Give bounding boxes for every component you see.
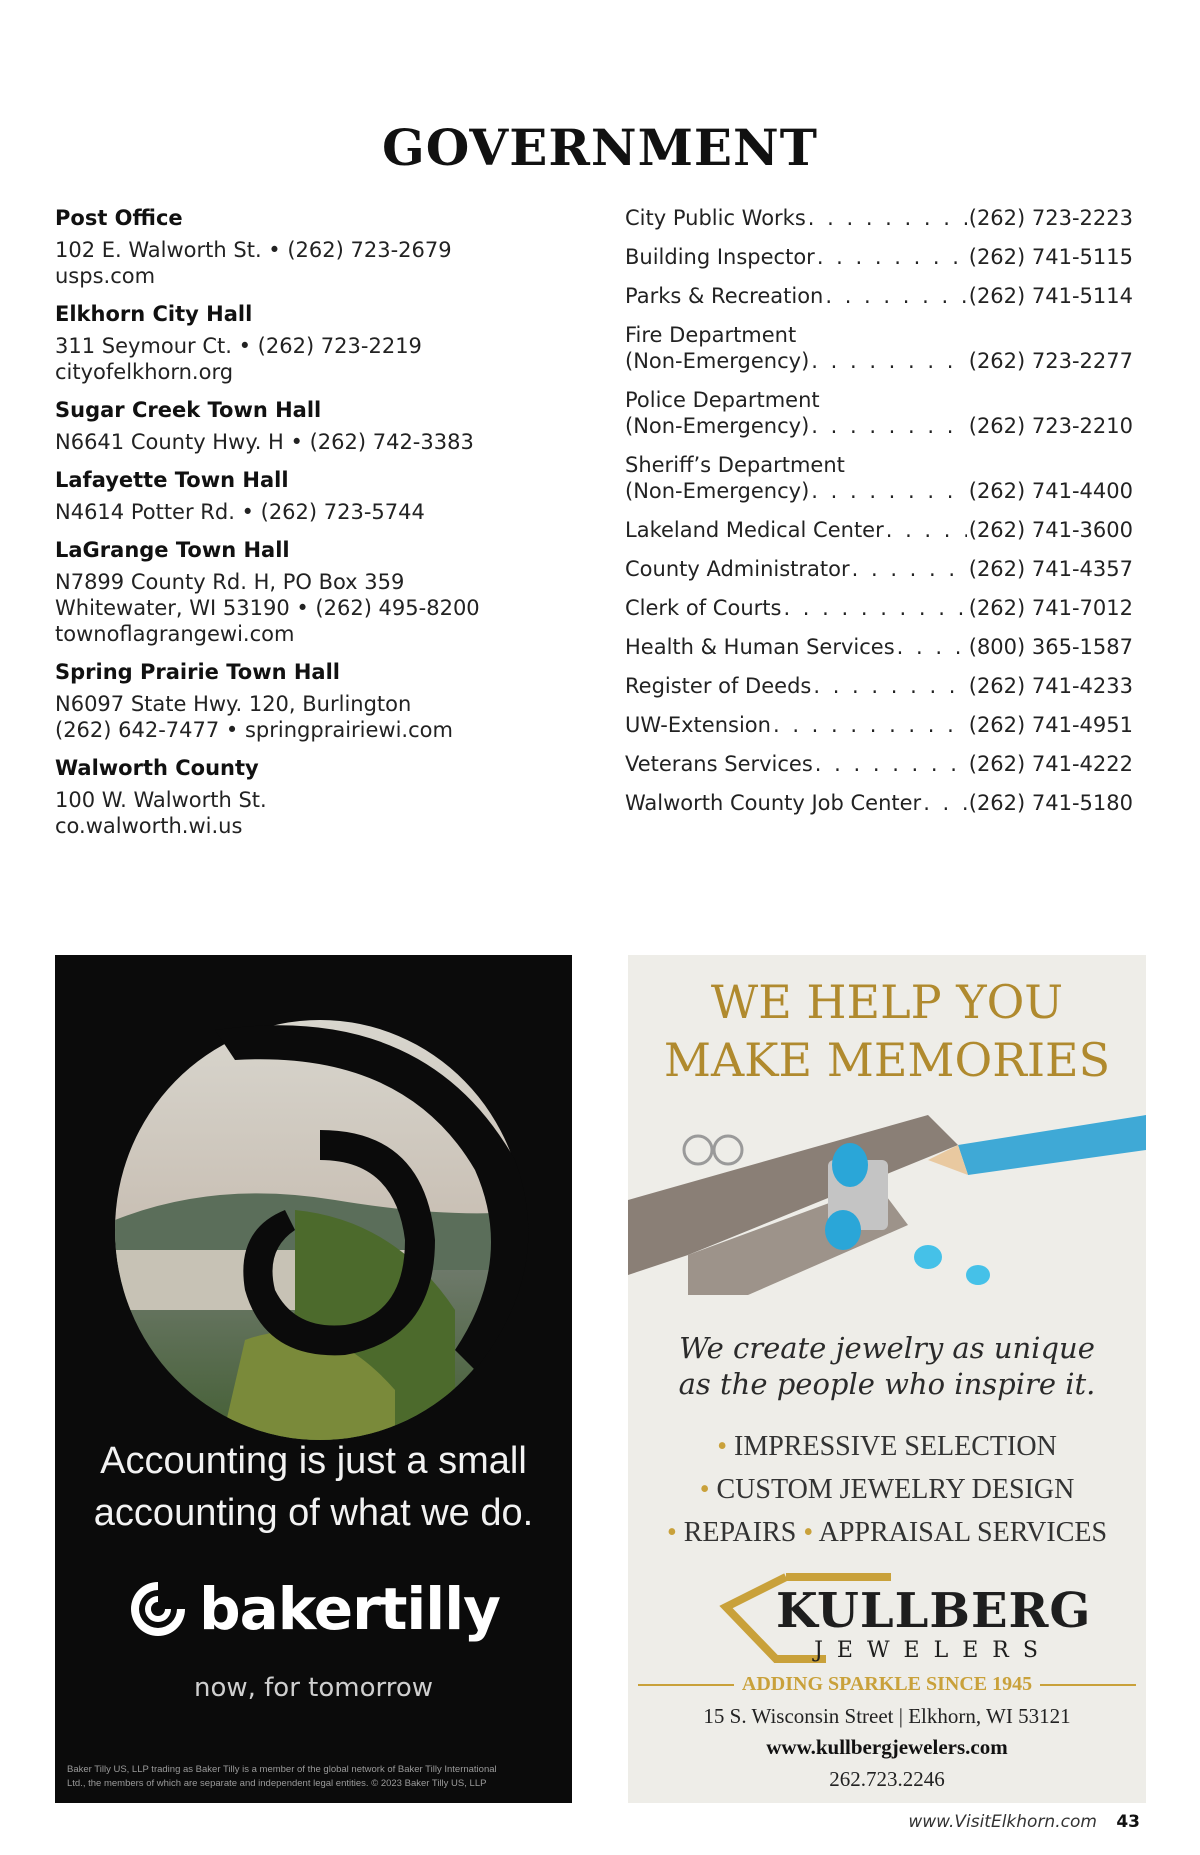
- directory-row: [625, 634, 1133, 660]
- ad-headline: [55, 1435, 572, 1539]
- ad-headline: [628, 973, 1146, 1089]
- directory-row: [625, 751, 1133, 777]
- entry-line: Whitewater, WI 53190 • (262) 495-8200: [55, 596, 480, 620]
- directory-phone: (262) 741-5114: [968, 284, 1133, 308]
- entry-line: 102 E. Walworth St. • (262) 723-2679: [55, 238, 452, 262]
- entry-name: Post Office: [55, 206, 183, 230]
- script-line: as the people who inspire it.: [678, 1367, 1096, 1401]
- directory-label: (Non-Emergency): [625, 349, 810, 373]
- directory-row: [625, 283, 1133, 309]
- dot-leader: [811, 478, 966, 504]
- directory-row: [625, 556, 1133, 582]
- list-item: [55, 467, 575, 525]
- page-footer: [908, 1812, 1140, 1832]
- entry-name: LaGrange Town Hall: [55, 538, 290, 562]
- directory-label: Building Inspector: [625, 245, 815, 269]
- directory-phone: (262) 741-5180: [968, 791, 1133, 815]
- directory-label: County Administrator: [625, 557, 850, 581]
- directory-phone: (262) 741-4357: [968, 557, 1133, 581]
- dot-leader: [773, 712, 967, 738]
- entry-link[interactable]: cityofelkhorn.org: [55, 360, 234, 384]
- entry-line: (262) 642-7477 • springprairiewi.com: [55, 718, 453, 742]
- list-item: [55, 659, 575, 743]
- entry-name: Elkhorn City Hall: [55, 302, 253, 326]
- dot-leader: [825, 283, 966, 309]
- legal-line: Baker Tilly US, LLP trading as Baker Tilly is a member of the global network of Baker Tilly International: [67, 1764, 497, 1775]
- bullet-icon: •: [803, 1517, 814, 1548]
- divider: [638, 1684, 734, 1686]
- directory-phone: (262) 723-2277: [968, 349, 1133, 373]
- directory-label: City Public Works: [625, 206, 806, 230]
- directory-row: [625, 387, 1133, 439]
- dot-leader: [817, 244, 967, 270]
- landscape-swirl-image: [95, 1010, 535, 1470]
- directory-label: Veterans Services: [625, 752, 813, 776]
- directory-label: (Non-Emergency): [625, 479, 810, 503]
- directory-label-pre: Fire Department: [625, 323, 797, 347]
- dot-leader: [852, 556, 967, 582]
- phone-directory: [625, 205, 1133, 829]
- directory-label-pre: Sheriff’s Department: [625, 453, 845, 477]
- directory-label: Parks & Recreation: [625, 284, 824, 308]
- jewelry-tools-image: [628, 1105, 1146, 1295]
- directory-row: [625, 244, 1133, 270]
- directory-phone: (262) 741-7012: [968, 596, 1133, 620]
- directory-row: [625, 673, 1133, 699]
- page-title: GOVERNMENT: [382, 118, 818, 177]
- headline-line: WE HELP YOU: [710, 975, 1064, 1029]
- directory-label: UW-Extension: [625, 713, 771, 737]
- bullet-icon: •: [699, 1474, 710, 1505]
- directory-label-pre: Police Department: [625, 388, 820, 412]
- brand-name: KULLBERG: [776, 1583, 1092, 1639]
- directory-row: [625, 790, 1133, 816]
- directory-label: (Non-Emergency): [625, 414, 810, 438]
- list-item: [55, 755, 575, 839]
- service-label: APPRAISAL SERVICES: [818, 1517, 1108, 1548]
- entry-line: N7899 County Rd. H, PO Box 359: [55, 570, 405, 594]
- ad-address: 15 S. Wisconsin Street | Elkhorn, WI 53121: [703, 1704, 1071, 1728]
- directory-row: [625, 712, 1133, 738]
- directory-phone: (262) 741-4400: [968, 479, 1133, 503]
- ad-script-text: [628, 1330, 1146, 1402]
- entry-line: N6641 County Hwy. H • (262) 742-3383: [55, 430, 474, 454]
- legal-line: Ltd., the members of which are separate and independent legal entities. © 2023 Baker Tilly US, LLP: [67, 1778, 487, 1789]
- dot-leader: [808, 205, 967, 231]
- since-text: ADDING SPARKLE SINCE 1945: [741, 1673, 1033, 1695]
- entry-link[interactable]: usps.com: [55, 264, 156, 288]
- headline-line: accounting of what we do.: [93, 1492, 534, 1534]
- since-banner: [638, 1673, 1136, 1696]
- entry-line: N4614 Potter Rd. • (262) 723-5744: [55, 500, 425, 524]
- left-listing: [55, 205, 575, 851]
- directory-phone: (262) 741-3600: [968, 518, 1133, 542]
- entry-line: N6097 State Hwy. 120, Burlington: [55, 692, 412, 716]
- service-label: IMPRESSIVE SELECTION: [734, 1431, 1057, 1462]
- dot-leader: [811, 413, 966, 439]
- directory-phone: (262) 741-5115: [968, 245, 1133, 269]
- directory-label: Health & Human Services: [625, 635, 895, 659]
- divider: [1040, 1684, 1136, 1686]
- entry-name: Sugar Creek Town Hall: [55, 398, 322, 422]
- dot-leader: [783, 595, 966, 621]
- directory-label: Walworth County Job Center: [625, 791, 922, 815]
- directory-phone: (262) 741-4222: [968, 752, 1133, 776]
- service-label: CUSTOM JEWELRY DESIGN: [716, 1474, 1075, 1505]
- entry-link[interactable]: co.walworth.wi.us: [55, 814, 243, 838]
- directory-phone: (262) 741-4233: [968, 674, 1133, 698]
- ad-website-link[interactable]: www.kullbergjewelers.com: [766, 1735, 1008, 1759]
- entry-name: Spring Prairie Town Hall: [55, 660, 340, 684]
- directory-label: Lakeland Medical Center: [625, 518, 884, 542]
- list-item: [628, 1468, 1146, 1511]
- entry-name: Walworth County: [55, 756, 259, 780]
- brand-subtitle: JEWELERS: [814, 1638, 1052, 1663]
- dot-leader: [813, 673, 966, 699]
- directory-row: [625, 595, 1133, 621]
- list-item: [55, 397, 575, 455]
- footer-site-link[interactable]: www.VisitElkhorn.com: [908, 1812, 1097, 1832]
- script-line: We create jewelry as unique: [679, 1331, 1095, 1365]
- directory-label: Register of Deeds: [625, 674, 812, 698]
- bakertilly-logo: [55, 1575, 572, 1643]
- page-number: 43: [1116, 1812, 1140, 1832]
- ad-tagline: now, for tomorrow: [193, 1673, 434, 1703]
- dot-leader: [886, 517, 967, 543]
- directory-phone: (262) 741-4951: [968, 713, 1133, 737]
- directory-phone: (800) 365-1587: [968, 635, 1133, 659]
- entry-line: 311 Seymour Ct. • (262) 723-2219: [55, 334, 422, 358]
- directory-phone: (262) 723-2223: [968, 206, 1133, 230]
- headline-line: Accounting is just a small: [100, 1440, 527, 1482]
- entry-line: 100 W. Walworth St.: [55, 788, 267, 812]
- list-item: [55, 537, 575, 647]
- list-item: [55, 205, 575, 289]
- ad-phone: 262.723.2246: [829, 1767, 945, 1791]
- service-label: REPAIRS: [683, 1517, 797, 1548]
- kullberg-ad[interactable]: [628, 955, 1146, 1803]
- headline-line: MAKE MEMORIES: [663, 1033, 1111, 1087]
- entry-name: Lafayette Town Hall: [55, 468, 289, 492]
- bullet-icon: •: [717, 1431, 727, 1462]
- list-item: [628, 1425, 1146, 1468]
- dot-leader: [923, 790, 967, 816]
- brand-name: bakertilly: [199, 1575, 500, 1643]
- list-item: [628, 1511, 1146, 1554]
- dot-leader: [811, 348, 966, 374]
- legal-text: [67, 1763, 562, 1791]
- dot-leader: [815, 751, 967, 777]
- directory-label: Clerk of Courts: [625, 596, 782, 620]
- dot-leader: [897, 634, 967, 660]
- directory-phone: (262) 723-2210: [968, 414, 1133, 438]
- directory-row: [625, 205, 1133, 231]
- directory-row: [625, 322, 1133, 374]
- bakertilly-ad[interactable]: [55, 955, 572, 1803]
- directory-row: [625, 452, 1133, 504]
- bullet-icon: •: [666, 1517, 677, 1548]
- swirl-logo-icon: [127, 1578, 189, 1640]
- directory-row: [625, 517, 1133, 543]
- entry-link[interactable]: townoflagrangewi.com: [55, 622, 295, 646]
- service-list: [628, 1425, 1146, 1554]
- list-item: [55, 301, 575, 385]
